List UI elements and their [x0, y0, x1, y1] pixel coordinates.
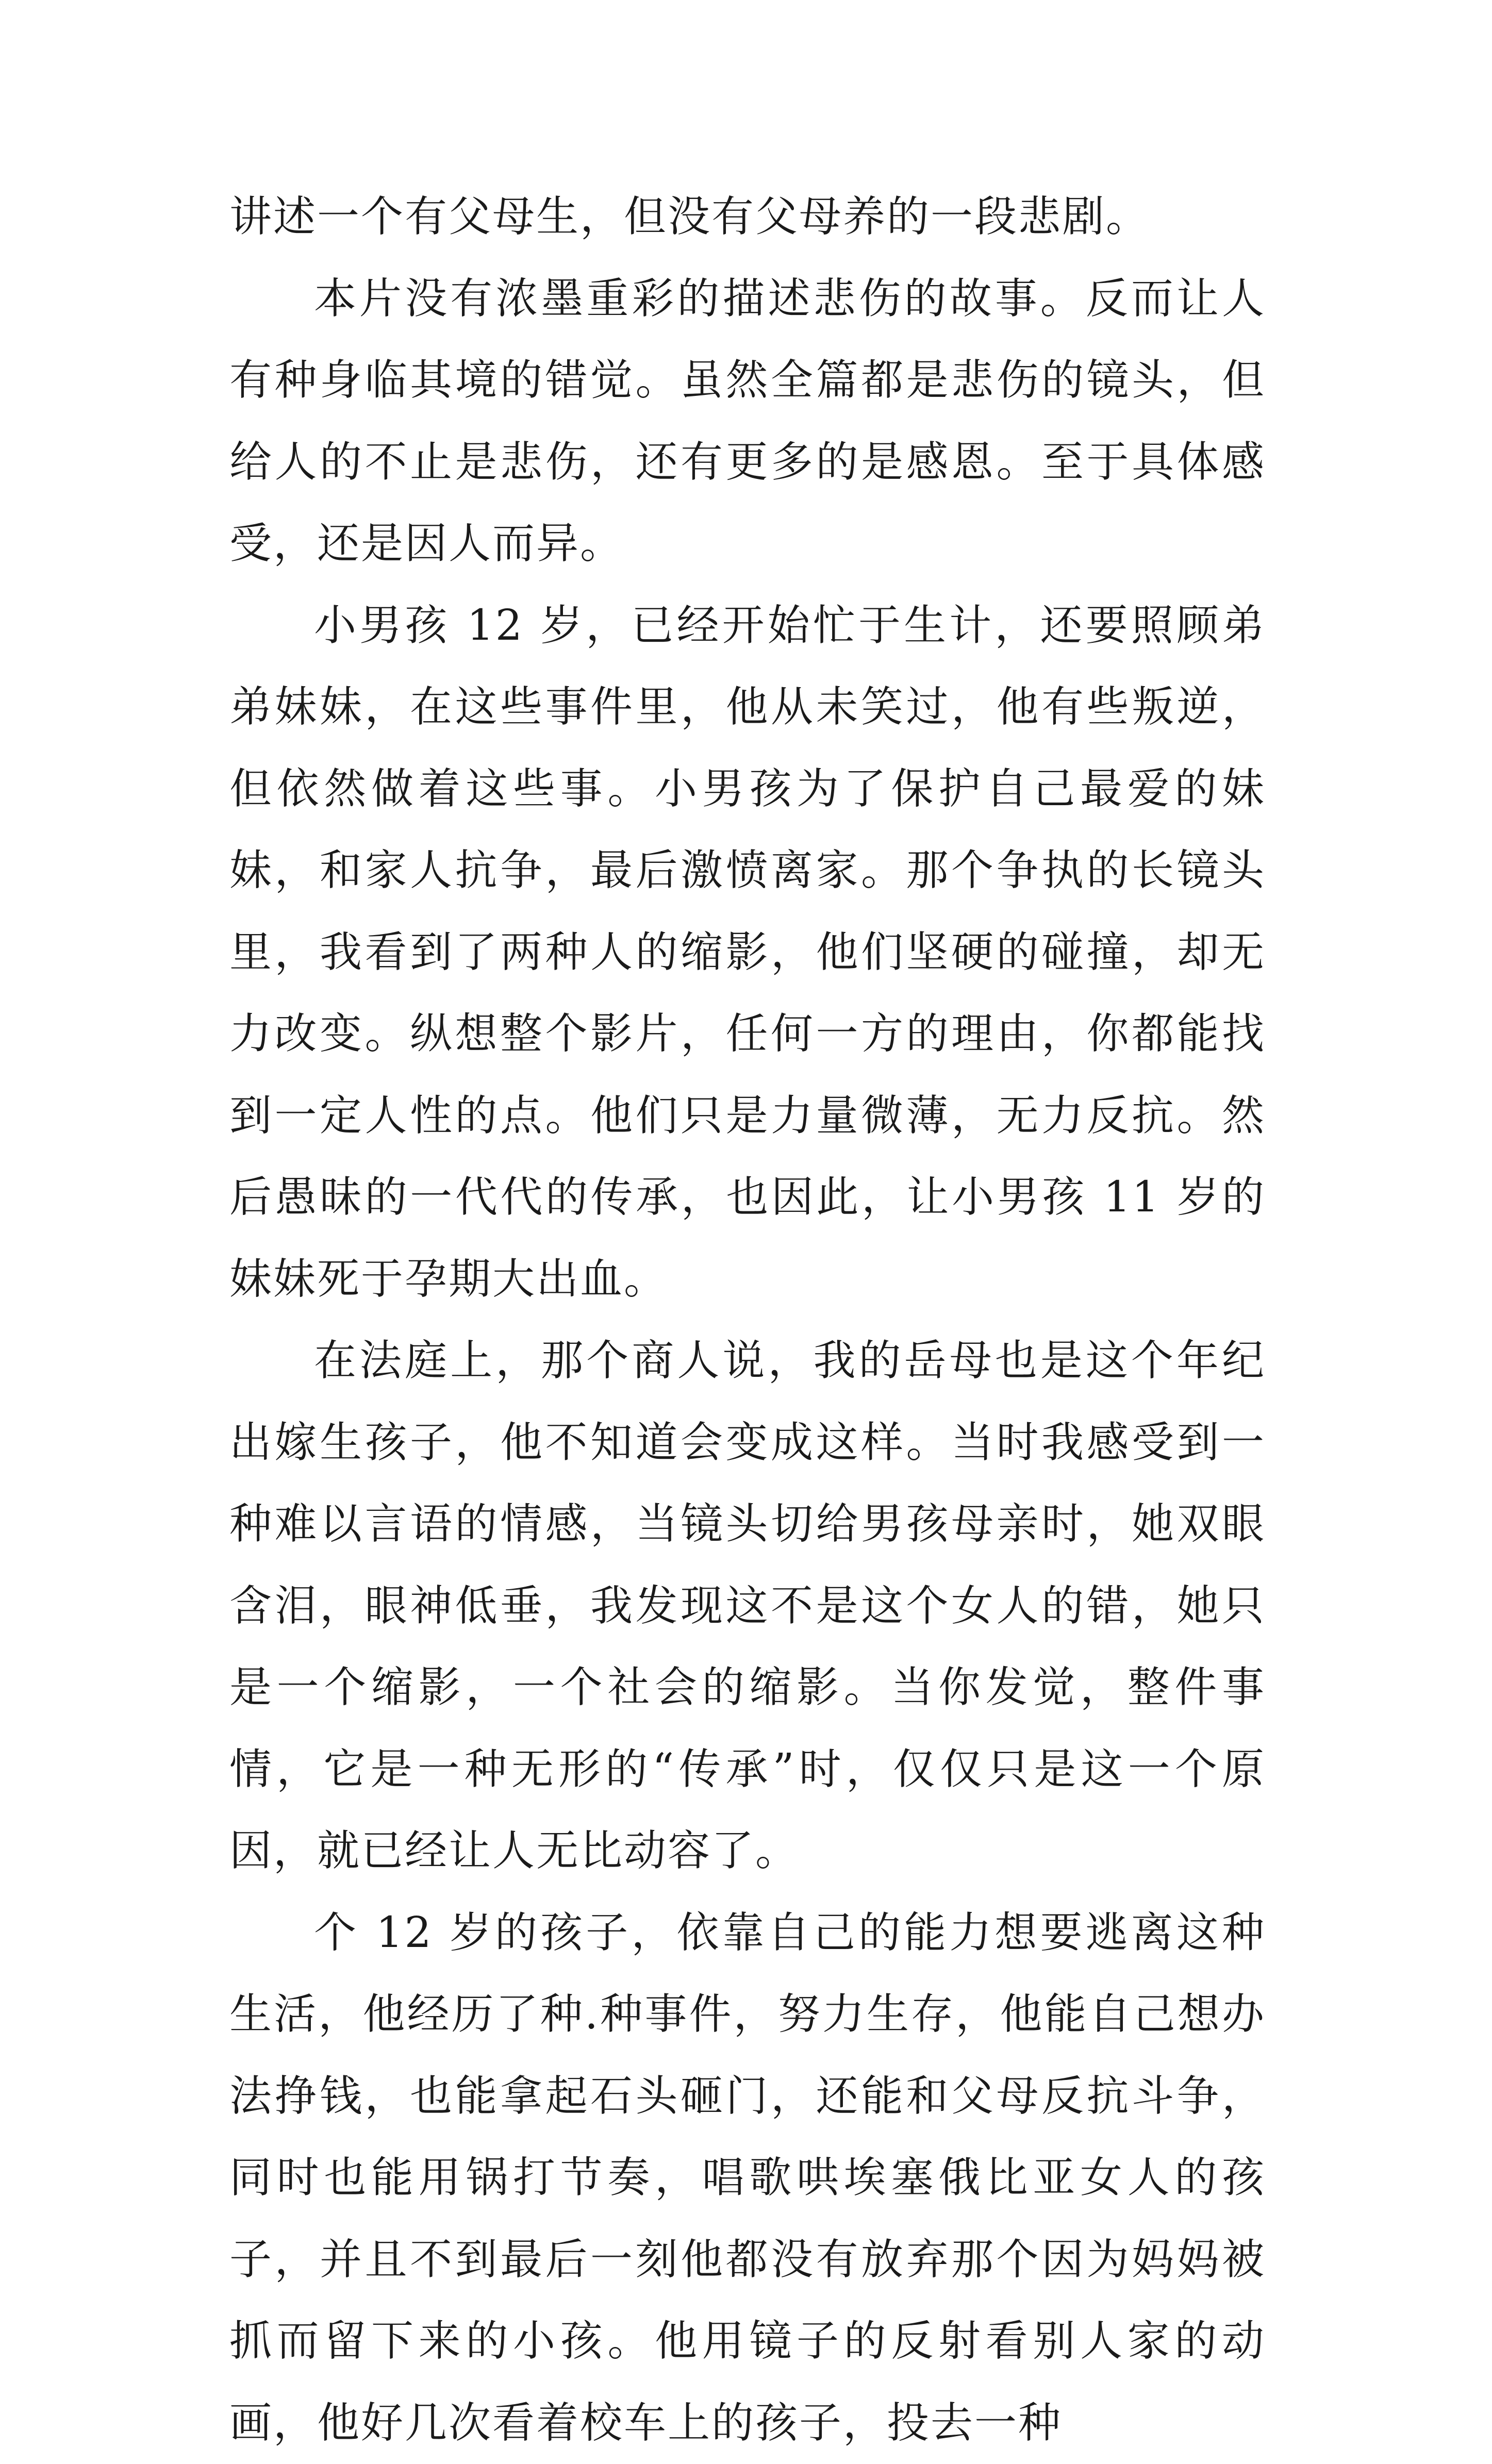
paragraph-1: 讲述一个有父母生，但没有父母养的一段悲剧。: [229, 176, 1266, 258]
paragraph-3: 小男孩 12 岁，已经开始忙于生计，还要照顾弟弟妹妹，在这些事件里，他从未笑过，他有些叛逆，但依然做着这些事。小男孩为了保护自己最爱的妹妹，和家人抗争，最后激愤离家。那个争执的长镜头里，我看到了两种人的缩影，他们坚硬的碰撞，却无力改变。纵想整个影片，任何一方的理由，你都能找到一定人性的点。他们只是力量微薄，无力反抗。然后愚昧的一代代的传承，也因此，让小男孩 11 岁的妹妹死于孕期大出血。: [229, 585, 1266, 1321]
paragraph-5: 个 12 岁的孩子，依靠自己的能力想要逃离这种生活，他经历了种.种事件，努力生存，他能自己想办法挣钱，也能拿起石头砸门，还能和父母反抗斗争，同时也能用锅打节奏，唱歌哄埃塞俄比亚女人的孩子，并且不到最后一刻他都没有放弃那个因为妈妈被抓而留下来的小孩。他用镜子的反射看别人家的动画，他好几次看着校车上的孩子，投去一种: [229, 1892, 1266, 2464]
paragraph-2: 本片没有浓墨重彩的描述悲伤的故事。反而让人有种身临其境的错觉。虽然全篇都是悲伤的镜头，但给人的不止是悲伤，还有更多的是感恩。至于具体感受，还是因人而异。: [229, 258, 1266, 585]
paragraph-4: 在法庭上，那个商人说，我的岳母也是这个年纪出嫁生孩子，他不知道会变成这样。当时我感受到一种难以言语的情感，当镜头切给男孩母亲时，她双眼含泪，眼神低垂，我发现这不是这个女人的错，她只是一个缩影，一个社会的缩影。当你发觉，整件事情，它是一种无形的“传承”时，仅仅只是这一个原因，就已经让人无比动容了。: [229, 1320, 1266, 1892]
body-text: [229, 176, 1266, 2464]
